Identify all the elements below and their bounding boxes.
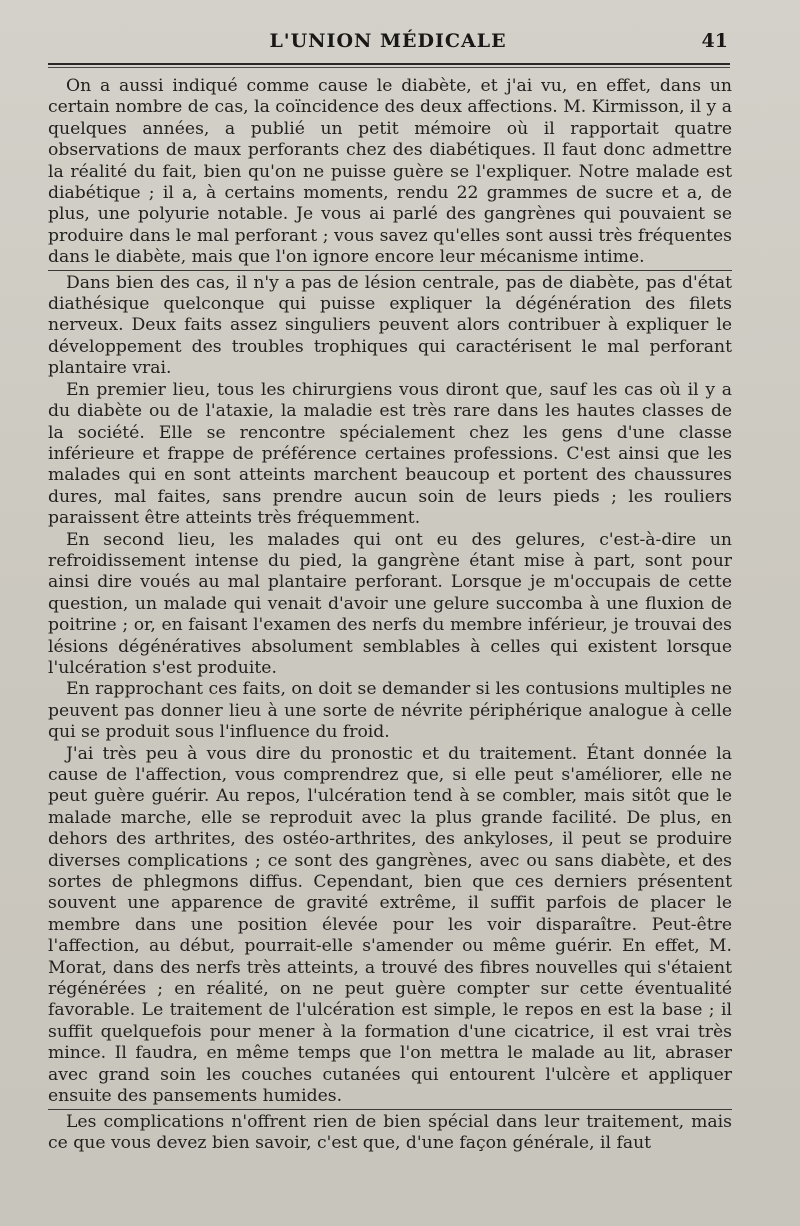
paragraph-contusions: En rapprochant ces faits, on doit se demander si les contusions multiples ne peuvent pas donner lieu à une sorte de névrite périphérique analogue à celle qui se produit sous l'influence du froid. xyxy=(48,679,732,743)
paragraph-no-central-lesion: Dans bien des cas, il n'y a pas de lésion centrale, pas de diabète, pas d'état diathésique quelconque qui puisse expliquer la dégénération des filets nerveux. Deux faits assez singuliers peuvent alors contribuer à expliquer le développement des troubles trophiques qui caractérisent le mal perforant plantaire vrai. xyxy=(48,272,732,379)
page-header xyxy=(48,30,728,60)
paragraph-complications: Les complications n'offrent rien de bien spécial dans leur traitement, mais ce que vous devez bien savoir, c'est que, d'une façon générale, il faut xyxy=(48,1111,732,1153)
separator-line xyxy=(48,270,732,271)
separator-line xyxy=(48,1109,732,1110)
paragraph-second-point: En second lieu, les malades qui ont eu des gelures, c'est-à-dire un refroidissement intense du pied, la gangrène étant mise à part, sont pour ainsi dire voués au mal plantaire perforant. Lorsque je m'occupais de cette question, un malade qui venait d'avoir une gelure succomba à une fluxion de poitrine ; or, en faisant l'examen des nerfs du membre inférieur, je trouvai des lésions dégénératives absolument semblables à celles qui existent lorsque l'ulcération s'est produite. xyxy=(48,529,732,678)
page-number: 41 xyxy=(701,30,728,52)
running-title: L'UNION MÉDICALE xyxy=(269,30,507,52)
article-body xyxy=(48,76,732,1154)
paragraph-first-point: En premier lieu, tous les chirurgiens vous diront que, sauf les cas où il y a du diabète ou de l'ataxie, la maladie est très rare dans les hautes classes de la société. Elle se rencontre spécialement chez les gens d'une classe inférieure et frappe de préférence certaines professions. C'est ainsi que les malades qui en sont atteints marchent beaucoup et portent des chaussures dures, mal faites, sans prendre aucun soin de leurs pieds ; les rouliers paraissent être atteints très fréquemment. xyxy=(48,379,732,529)
header-rule-thin xyxy=(48,67,730,68)
paragraph-diabetes: On a aussi indiqué comme cause le diabète, et j'ai vu, en effet, dans un certain nombre de cas, la coïncidence des deux affections. M. Kirmisson, il y a quelques années, a publié un petit mémoire où il rapportait quatre observations de maux perforants chez des diabétiques. Il faut donc admettre la réalité du fait, bien qu'on ne puisse guère se l'expliquer. Notre malade est diabétique ; il a, à certains moments, rendu 22 grammes de sucre et a, de plus, une polyurie notable. Je vous ai parlé des gangrènes qui pouvaient se produire dans le mal perforant ; vous savez qu'elles sont aussi très fréquentes dans le diabète, mais que l'on ignore encore leur mécanisme intime. xyxy=(48,76,732,268)
paragraph-prognosis-treatment: J'ai très peu à vous dire du pronostic et du traitement. Étant donnée la cause de l'affection, vous comprendrez que, si elle peut s'améliorer, elle ne peut guère guérir. Au repos, l'ulcération tend à se combler, mais sitôt que le malade marche, elle se reproduit avec la plus grande facilité. De plus, en dehors des arthrites, des ostéo-arthrites, des ankyloses, il peut se produire diverses complications ; ce sont des gangrènes, avec ou sans diabète, et des sortes de phlegmons diffus. Cependant, bien que ces derniers présentent souvent une apparence de gravité extrême, il suffit parfois de placer le membre dans une position élevée pour les voir disparaître. Peut-être l'affection, au début, pourrait-elle s'amender ou même guérir. En effet, M. Morat, dans des nerfs très atteints, a trouvé des fibres nouvelles qui s'étaient régénérées ; en réalité, on ne peut guère compter sur cette éventualité favorable. Le traitement de l'ulcération est simple, le repos en est la base ; il suffit quelquefois pour mener à la formation d'une cicatrice, il est vrai très mince. Il faudra, en même temps que l'on mettra le malade au lit, abraser avec grand soin les couches cutanées qui entourent l'ulcère et appliquer ensuite des pansements humides. xyxy=(48,743,732,1107)
header-rule xyxy=(48,63,730,65)
